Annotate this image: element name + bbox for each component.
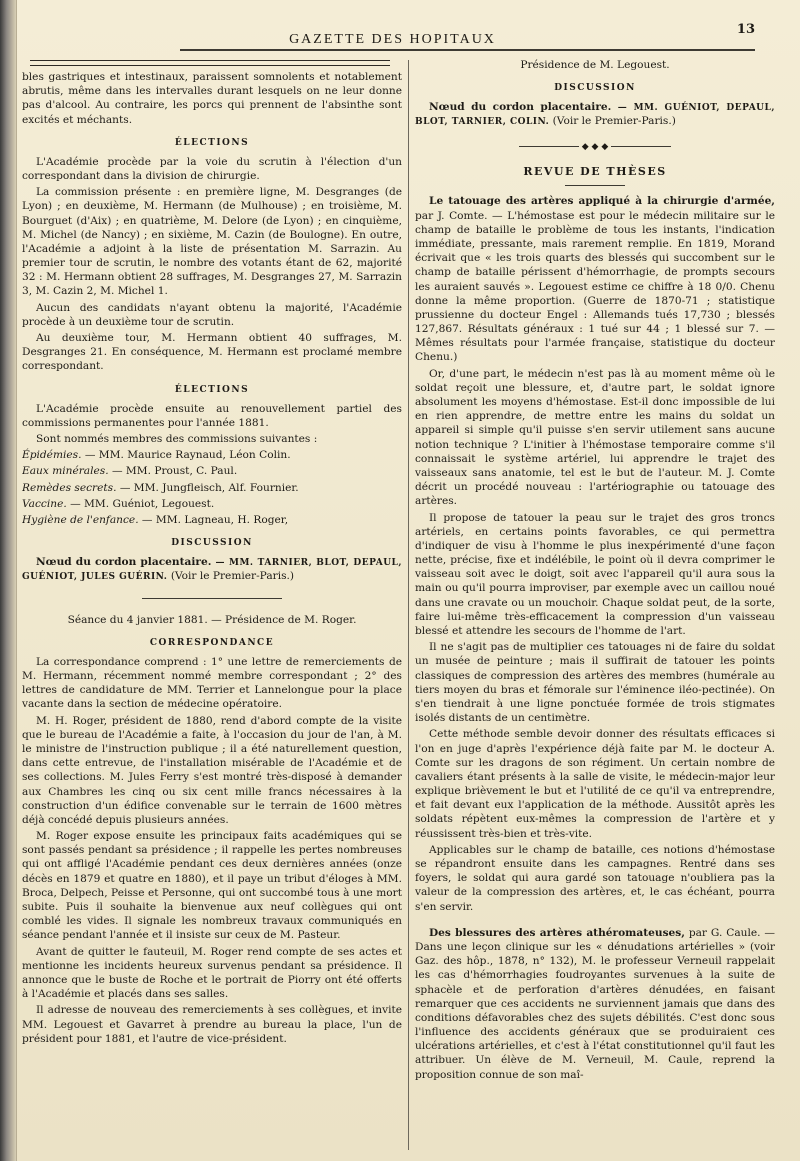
commission-name: Remèdes secrets. — [22, 481, 117, 494]
discussion-title: Nœud du cordon placentaire. — [429, 101, 612, 114]
column-divider — [408, 60, 409, 1150]
paragraph: La commission présente : en première ligne, M. Desgranges (de Lyon) ; en deuxième, M. Hermann (de Mulhouse) ; en troisième, M. Bourguet (d'Aix) ; en quatrième, M. Delore (de Lyon) ; en cinquième, M. Michel (de Nancy) ; en sixième, M. Cazin (de Boulogne). En outre, l'Académie a adjoint à la liste de présentation M. Sarrazin. Au premier tour de scrutin, le nombre des votants étant de 62, majorité 32 : M. Hermann obtient 28 suffrages, M. Desgranges 27, M. Sarrazin 3, M. Cazin 2, M. Michel 1. — [22, 186, 402, 298]
journal-title: GAZETTE DES HOPITAUX — [289, 32, 496, 47]
list-item — [22, 464, 402, 478]
separator-rule — [565, 185, 625, 186]
session-heading: Séance du 4 janvier 1881. — Présidence de M. Roger. — [67, 613, 357, 626]
section-heading-revue: REVUE DE THÈSES — [523, 164, 667, 178]
commission-list — [22, 448, 402, 527]
commission-members: — MM. Proust, C. Paul. — [108, 465, 238, 478]
paragraph: Il ne s'agit pas de multiplier ces tatouages ni de faire du soldat un musée de peinture ; mais il suffirait de tatouer les points classiques de compression des artères des membres (humérale au tiers moyen du bras et fémorale sur l'éminence iléo-pectinée). On s'en tiendrait à une ligne ponctuée formée de trois stigmates isolés distants de un centimètre. — [415, 641, 775, 725]
thesis-title: Des blessures des artères athéromateuses, — [429, 926, 685, 939]
thesis-title: Le tatouage des artères appliqué à la chirurgie d'armée, — [429, 195, 775, 208]
section-heading-elections: ÉLECTIONS — [174, 384, 250, 395]
paragraph: Aucun des candidats n'ayant obtenu la majorité, l'Académie procède à un deuxième tour de scrutin. — [22, 301, 402, 328]
thesis-text: par J. Comte. — L'hémostase est pour le médecin militaire sur le champ de bataille le problème de tous les instants, l'indication immédiate, pressante, mais rarement remplie. En 1819, Morand écrivait que « les trois quarts des blessés qui succombent sur le champ de bataille périssent d'hémorrhagie, de prompts secours les auraient sauvés ». Legouest estime ce chiffre à 18 0/0. Chenu donne la même proportion. (Guerre de 1870-71 ; statistique prussienne du docteur Engel : Allemands tués 17,730 ; blessés 127,867. Résultats généraux : 1 tué sur 44 ; 1 blessé sur 7. — Mêmes résultats pour l'armée française, statistique du docteur Chenu.) — [415, 209, 775, 364]
list-item — [22, 448, 402, 462]
paragraph: Avant de quitter le fauteuil, M. Roger rend compte de ses actes et mentionne les incidents heureux survenus pendant sa présidence. Il annonce que le buste de Roche et le portrait de Piorry ont été offerts à l'Académie et placés dans ses salles. — [22, 945, 402, 1001]
paragraph: Cette méthode semble devoir donner des résultats efficaces si l'on en juge d'après l'expérience déjà faite par M. le docteur A. Comte sur les dragons de son régiment. Un certain nombre de cavaliers étant présents à la salle de visite, le médecin-major leur explique brièvement le but et l'utilité de ce qu'il va entreprendre, et fait devant eux l'application de la méthode. Aussitôt après les soldats répètent eux-mêmes la compression de l'artère et y réussissent très-bien et très-vite. — [415, 728, 775, 840]
commission-name: Eaux minérales. — [22, 465, 109, 478]
paragraph: M. H. Roger, président de 1880, rend d'abord compte de la visite que le bureau de l'Académie a faite, à l'occasion du jour de l'an, à M. le ministre de l'instruction publique ; il a été naturellement question, dans cette entrevue, de l'installation misérable de l'Académie et de ses collections. M. Jules Ferry s'est montré très-disposé à demander aux Chambres les cinq ou six cent mille francs nécessaires à la construction d'un édifice convenable sur le terrain de 1600 mètres déjà concédé depuis plusieurs années. — [22, 714, 402, 826]
intro-paragraph: bles gastriques et intestinaux, paraissent somnolents et notablement abrutis, même dans les intervalles durant lesquels on ne leur donne pas d'alcool. Au contraire, les porcs qui prennent de l'absinthe sont excités et méchants. — [22, 71, 402, 126]
discussion-entry — [22, 555, 402, 583]
commission-name: Épidémies. — [22, 449, 82, 462]
section-heading-discussion: DISCUSSION — [554, 83, 636, 94]
page-header — [30, 22, 755, 52]
thesis-review-paragraph — [415, 194, 775, 364]
paragraph: La correspondance comprend : 1° une lettre de remerciements de M. Hermann, récemment nommé membre correspondant ; 2° des lettres de candidature de MM. Terrier et Lannelongue pour la place vacante dans la section de médecine opératoire. — [22, 655, 402, 711]
discussion-speakers: — MM. GUÉNIOT, DEPAUL, BLOT, TARNIER, COLIN. — [415, 103, 775, 128]
paragraph: L'Académie procède ensuite au renouvellement partiel des commissions permanentes pour l'année 1881. — [22, 402, 402, 429]
header-rule — [180, 49, 755, 51]
paragraph: Sont nommés membres des commissions suivantes : — [36, 433, 318, 446]
thesis-review-paragraph — [415, 926, 775, 1082]
list-item — [22, 497, 402, 511]
page-number: 13 — [736, 22, 755, 37]
paragraph: Au deuxième tour, M. Hermann obtient 40 suffrages, M. Desgranges 21. En conséquence, M. Hermann est proclamé membre correspondant. — [22, 332, 402, 373]
separator-rule — [142, 598, 282, 599]
paragraph: Or, d'une part, le médecin n'est pas là au moment même où le soldat reçoit une blessure, et, d'autre part, le soldat ignore absolument les moyens d'hémostase. Est-il donc impossible de lui en rien apprendre, de mettre entre les mains du soldat un appareil si simple qu'il puisse s'en servir utilement sans aucune notion technique ? L'initier à l'hémostase temporaire comme s'il connaissait le système artériel, lui apprendre le trajet des vaisseaux sans anatomie, tel est le but de l'auteur. M. J. Comte décrit un procédé nouveau : l'artériographie ou tatouage des artères. — [415, 367, 775, 508]
commission-members: — MM. Guéniot, Legouest. — [66, 497, 215, 510]
commission-name: Vaccine. — [22, 497, 67, 510]
discussion-speakers: — MM. TARNIER, BLOT, DEPAUL, GUÉNIOT, JULES GUÉRIN. — [22, 558, 402, 583]
commission-members: — MM. Lagneau, H. Roger, — [138, 513, 289, 526]
paragraph: Applicables sur le champ de bataille, ces notions d'hémostase se répandront ensuite dans les campagnes. Rentré dans ses foyers, le soldat qui aura gardé son tatouage n'oubliera pas la valeur de la compression des artères, et, le cas échéant, pourra s'en servir. — [415, 843, 775, 913]
paragraph: Il propose de tatouer la peau sur le trajet des gros troncs artériels, en certains points favorables, ce qui permettra d'indiquer de visu à l'homme le plus inexpérimenté d'une façon nette, précise, fixe et indélébile, le point où il devra comprimer le vaisseau soit avec le doigt, soit avec l'appareil qu'il aura sous la main ou qu'il pourra improviser, par exemple avec un caillou noué dans une cravate ou un mouchoir. Chaque soldat peut, de la sorte, faire lui-même très-efficacement la compression d'un vaisseau blessé et attendre les secours de l'homme de l'art. — [415, 511, 775, 638]
discussion-reference: (Voir le Premier-Paris.) — [549, 115, 676, 128]
list-item — [22, 513, 402, 527]
commission-members: — MM. Jungfleisch, Alf. Fournier. — [116, 481, 299, 494]
commission-name: Hygiène de l'enfance. — [22, 513, 139, 526]
section-heading-correspondance: CORRESPONDANCE — [149, 637, 275, 648]
presidence-heading: Présidence de M. Legouest. — [520, 59, 670, 71]
left-column — [22, 70, 402, 1150]
paragraph: L'Académie procède par la voie du scrutin à l'élection d'un correspondant dans la division de chirurgie. — [22, 155, 402, 182]
discussion-entry — [415, 100, 775, 128]
thesis-text: par G. Caule. — Dans une leçon clinique sur les « dénudations artérielles » (voir Gaz. des hôp., 1878, n° 132), M. le professeur Verneuil rappelait les cas d'hémorrhagies foudroyantes survenues à la suite de sphacèle et de perforation d'artères dénudées, en faisant remarquer que ces accidents ne surviennent jamais que dans des conditions défavorables chez des sujets débilités. C'est donc sous l'influence des accidents généraux que se produiraient ces ulcérations artérielles, et c'est à l'état constitutionnel qu'il faut les attribuer. Un élève de M. Verneuil, M. Caule, reprend la proposition connue de son maî- — [415, 926, 775, 1081]
section-heading-discussion: DISCUSSION — [171, 538, 253, 549]
section-heading-elections: ÉLECTIONS — [174, 137, 250, 148]
binding-edge — [16, 0, 17, 1161]
right-column — [415, 58, 775, 1158]
discussion-reference: (Voir le Premier-Paris.) — [167, 570, 295, 583]
binding-spine — [0, 0, 16, 1161]
paragraph: M. Roger expose ensuite les principaux faits académiques qui se sont passés pendant sa présidence ; il rappelle les pertes nombreuses qui ont affligé l'Académie pendant ces deux dernières années (onze décès en 1879 et quatre en 1880), et il paye un tribut d'éloges à MM. Broca, Delpech, Peisse et Personne, qui ont succombé tous à une mort subite. Puis il souhaite la bienvenue aux neuf collègues qui ont comblé les vides. Il signale les nombreux travaux communiqués en séance pendant l'année et il insiste sur ceux de M. Pasteur. — [22, 830, 402, 942]
discussion-title: Nœud du cordon placentaire. — [36, 556, 212, 569]
commission-members: — MM. Maurice Raynaud, Léon Colin. — [81, 449, 291, 462]
ornamental-separator: ◆ ◆ ◆ — [415, 141, 775, 153]
list-item — [22, 481, 402, 495]
paragraph: Il adresse de nouveau des remerciements à ses collègues, et invite MM. Legouest et Gavarret à prendre au bureau la place, l'un de président pour 1881, et l'autre de vice-président. — [22, 1004, 402, 1045]
left-top-double-rule — [30, 60, 390, 66]
